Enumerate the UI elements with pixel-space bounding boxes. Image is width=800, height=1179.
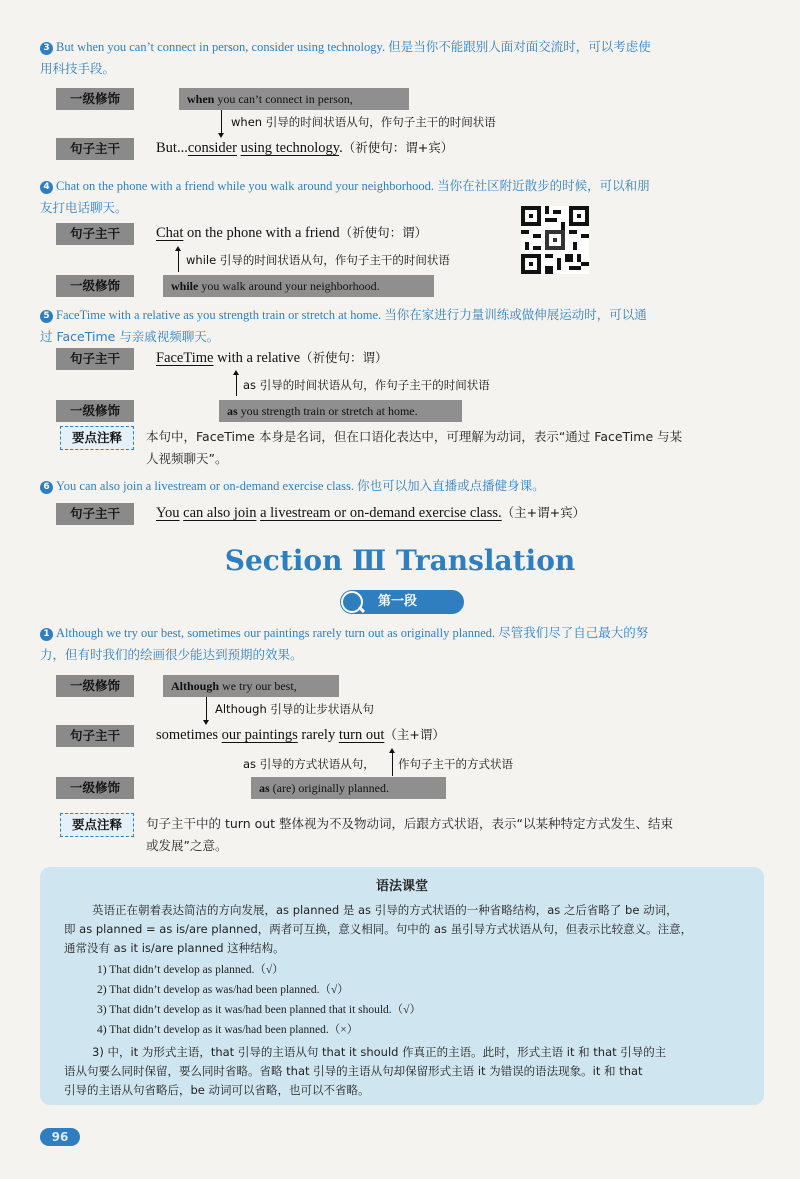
grammar-line: 引导的主语从句省略后，be 动词可以省略，也可以不省略。	[64, 1083, 370, 1097]
modifier-text: you walk around your neighborhood.	[198, 279, 380, 293]
grammar-title: 语法课堂	[375, 879, 428, 894]
clause-function: 作句子主干的方式状语	[398, 757, 513, 771]
qr-code	[521, 206, 589, 274]
main-object: using technology	[240, 140, 340, 156]
main-text: with a relative	[213, 350, 301, 366]
arrow-up	[178, 250, 179, 272]
modifier-text: you strength train or stretch at home.	[237, 404, 418, 418]
sentence-number: 5	[40, 310, 53, 323]
main-clause	[156, 137, 453, 159]
modifier-conj: Although	[171, 679, 220, 693]
modifier-conj: while	[171, 279, 199, 293]
modifier-text: we try our best,	[219, 679, 297, 693]
grammar-line: 3) 中，it 为形式主语，that 引导的主语从句 that it should 作真正的主语。此时，形式主语 it 和 that 引导的主	[92, 1045, 667, 1059]
main-subject: You	[156, 505, 180, 521]
note-label: 要点注释	[60, 426, 134, 450]
modifier-conj: as	[227, 404, 238, 418]
note-line: 本句中，FaceTime 本身是名词，但在口语化表达中，可理解为动词，表示“通过 FaceTime 与某	[146, 429, 683, 444]
main-verb: turn out	[338, 727, 385, 743]
main-period: .	[339, 140, 343, 156]
main-verb: consider	[187, 140, 237, 156]
main-adverb: sometimes	[156, 727, 222, 743]
main-text: But...	[156, 140, 188, 156]
clause-function: Although 引导的让步状语从句	[215, 702, 374, 716]
sentence-structure-note: （祈使句：谓+宾）	[342, 140, 454, 155]
main-verb: Chat	[156, 225, 184, 241]
paragraph-pill	[340, 590, 464, 614]
sentence-chinese: 但是当你不能跟别人面对面交流时，可以考虑使	[388, 39, 651, 54]
main-object: a livestream or on-demand exercise class.	[260, 505, 502, 521]
label-modifier: 一级修饰	[56, 275, 134, 297]
clause-function: when 引导的时间状语从句，作句子主干的时间状语	[231, 115, 496, 129]
sentence-chinese-cont: 用科技手段。	[40, 61, 116, 76]
arrow-up	[392, 752, 393, 776]
label-main-clause: 句子主干	[56, 348, 134, 370]
label-modifier: 一级修饰	[56, 88, 134, 110]
label-main-clause: 句子主干	[56, 503, 134, 525]
modifier-clause	[251, 777, 446, 799]
label-main-clause: 句子主干	[56, 138, 134, 160]
sentence-structure-note: （主+谓+宾）	[501, 505, 586, 520]
sentence-chinese-cont: 友打电话聊天。	[40, 200, 128, 215]
modifier-text: (are) originally planned.	[269, 781, 389, 795]
sentence-number: 3	[40, 42, 53, 55]
main-text: on the phone with a friend	[183, 225, 340, 241]
sentence-6	[40, 475, 770, 497]
page-number: 96	[40, 1128, 80, 1146]
sentence-chinese: 当你在社区附近散步的时候，可以和朋	[437, 178, 650, 193]
sentence-chinese: 尽管我们尽了自己最大的努	[498, 625, 649, 640]
clause-function: as 引导的时间状语从句，作句子主干的时间状语	[243, 378, 490, 392]
label-modifier: 一级修饰	[56, 675, 134, 697]
main-clause	[156, 347, 388, 369]
main-clause	[156, 724, 445, 746]
sentence-english: Chat on the phone with a friend while you walk around your neighborhood.	[56, 179, 435, 193]
main-clause	[156, 222, 427, 244]
sentence-structure-note: （祈使句：谓）	[339, 225, 428, 240]
sentence-structure-note: （祈使句：谓）	[300, 350, 388, 365]
modifier-clause	[179, 88, 409, 110]
modifier-clause	[219, 400, 462, 422]
grammar-line: 通常没有 as it is/are planned 这种结构。	[64, 941, 285, 955]
main-subject: our paintings	[221, 727, 298, 743]
grammar-example-2: 2) That didn’t develop as was/had been planned.（√）	[97, 984, 349, 996]
grammar-example-4: 4) That didn’t develop as it was/had been planned.（×）	[97, 1024, 359, 1036]
paragraph-label: 第一段	[378, 594, 418, 609]
note-line: 句子主干中的 turn out 整体视为不及物动词，后跟方式状语，表示“以某种特定方式发生、结束	[146, 816, 674, 831]
sentence-3	[40, 36, 770, 80]
main-verb: FaceTime	[156, 350, 214, 366]
main-clause	[156, 502, 585, 524]
modifier-clause	[163, 275, 434, 297]
sentence-english: You can also join a livestream or on-demand exercise class.	[56, 479, 354, 493]
translation-sentence-1	[40, 622, 770, 666]
modifier-text: you can’t connect in person,	[214, 92, 353, 106]
sentence-english: FaceTime with a relative as you strength train or stretch at home.	[56, 308, 382, 322]
grammar-paragraph-1	[64, 901, 754, 958]
grammar-example-3: 3) That didn’t develop as it was/had been planned that it should.（√）	[97, 1004, 421, 1016]
note-text	[146, 426, 766, 470]
modifier-conj: when	[187, 92, 215, 106]
main-verb: can also join	[183, 505, 257, 521]
sentence-number: 6	[40, 481, 53, 494]
grammar-line: 语从句要么同时保留，要么同时省略。省略 that 引导的主语从句却保留形式主语 it 为错误的语法现象。it 和 that	[64, 1064, 643, 1078]
modifier-conj: as	[259, 781, 270, 795]
arrow-down	[221, 110, 222, 134]
grammar-box	[40, 867, 764, 1105]
sentence-chinese-cont: 力，但有时我们的绘画很少能达到预期的效果。	[40, 647, 303, 662]
note-line: 或发展”之意。	[146, 838, 228, 853]
label-main-clause: 句子主干	[56, 725, 134, 747]
arrow-down	[206, 697, 207, 721]
sentence-structure-note: （主+谓）	[384, 727, 445, 742]
clause-function: while 引导的时间状语从句，作句子主干的时间状语	[186, 253, 450, 267]
clause-function: as 引导的方式状语从句，	[243, 757, 375, 771]
grammar-line: 英语正在朝着表达简洁的方向发展，as planned 是 as 引导的方式状语的一种省略结构，as 之后省略了 be 动词，	[92, 903, 678, 917]
sentence-number: 4	[40, 181, 53, 194]
main-adverb: rarely	[297, 727, 339, 743]
label-modifier: 一级修饰	[56, 400, 134, 422]
label-modifier: 一级修饰	[56, 777, 134, 799]
grammar-example-1: 1) That didn’t develop as planned.（√）	[97, 964, 284, 976]
note-label: 要点注释	[60, 813, 134, 837]
sentence-chinese: 当你在家进行力量训练或做伸展运动时，可以通	[384, 307, 647, 322]
note-line: 人视频聊天”。	[146, 451, 228, 466]
sentence-chinese-cont: 过 FaceTime 与亲戚视频聊天。	[40, 329, 220, 344]
sentence-english: Although we try our best, sometimes our paintings rarely turn out as originally planned.	[56, 626, 496, 640]
sentence-5	[40, 304, 770, 348]
sentence-chinese: 你也可以加入直播或点播健身课。	[357, 478, 545, 493]
sentence-english: But when you can’t connect in person, consider using technology.	[56, 40, 386, 54]
grammar-paragraph-2	[64, 1043, 754, 1100]
sentence-number: 1	[40, 628, 53, 641]
modifier-clause	[163, 675, 339, 697]
magnifier-icon	[341, 591, 363, 613]
grammar-line: 即 as planned = as is/are planned，两者可互换，意义相同。句中的 as 虽引导方式状语从句，但表示比较意义。注意，	[64, 922, 693, 936]
sentence-4	[40, 175, 770, 219]
note-text	[146, 813, 766, 857]
arrow-up	[236, 374, 237, 396]
label-main-clause: 句子主干	[56, 223, 134, 245]
section-title: Section Ⅲ Translation	[224, 544, 576, 577]
